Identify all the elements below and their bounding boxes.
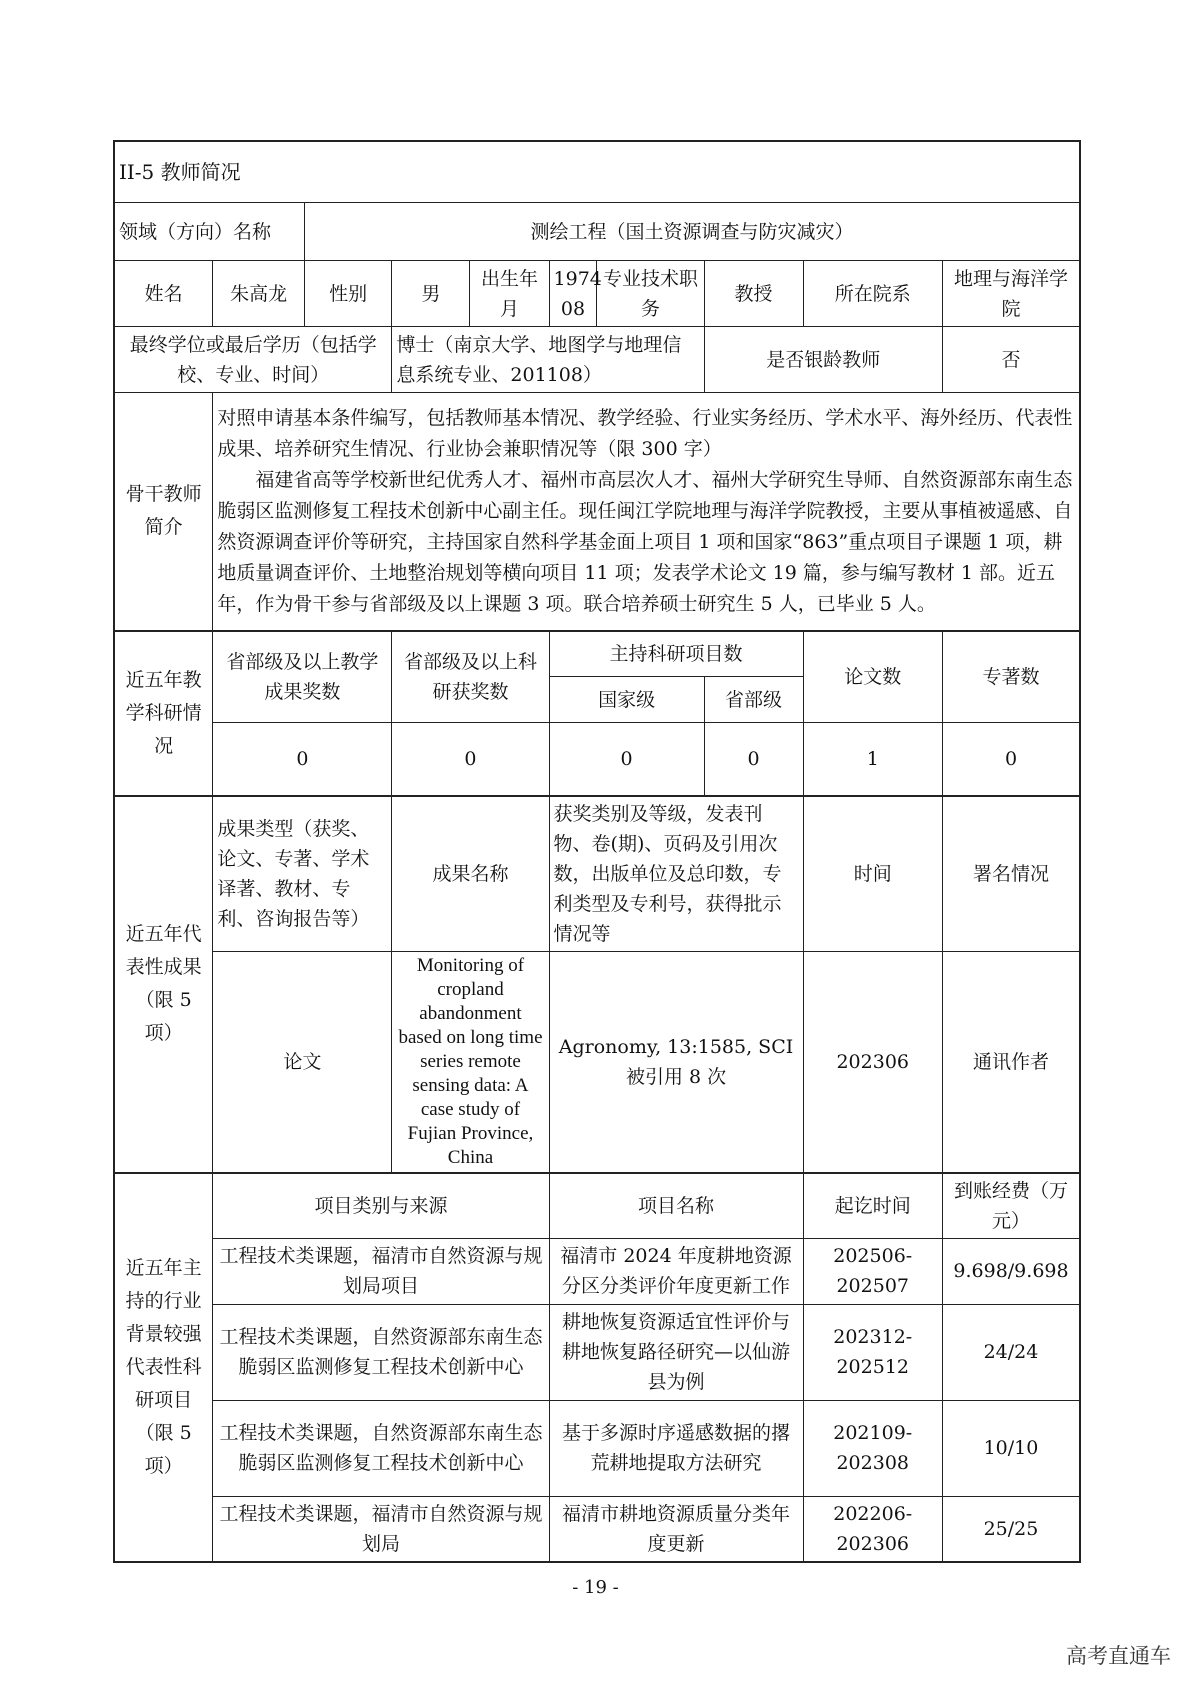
watermark: 高考直通车 <box>1066 1644 1171 1668</box>
books-header: 专著数 <box>942 631 1080 723</box>
national-value: 0 <box>549 723 704 796</box>
project-funds: 9.698/9.698 <box>942 1238 1080 1304</box>
bio-text: 福建省高等学校新世纪优秀人才、福州市高层次人才、福州大学研究生导师、自然资源部东南生态脆弱区监测修复工程技术创新中心副主任。现任闽江学院地理与海洋学院教授，主要从事植被遥感、自然资源调查评价等研究，主持国家自然科学基金面上项目 1 项和国家“863”重点项目子课题 1 项，耕地质量调查评价、土地整治规划等横向项目 11 项；发表学术论文 19 篇，参与编写教材 1 部。近五年，作为骨干参与省部级及以上课题 3 项。联合培养硕士研究生 5 人，已毕业 5 人。 <box>217 468 1073 615</box>
field-label: 领域（方向）名称 <box>114 203 304 261</box>
dept-value: 地理与海洋学院 <box>942 261 1080 327</box>
project-source: 工程技术类课题，福清市自然资源与规划局 <box>213 1496 549 1562</box>
achievements-label: 近五年代表性成果（限 5 项） <box>114 796 213 1173</box>
table-row <box>114 1238 1080 1304</box>
research-award-value: 0 <box>392 723 549 796</box>
table-row <box>114 951 1080 1173</box>
project-funds: 24/24 <box>942 1304 1080 1400</box>
teaching-award-header: 省部级及以上教学成果奖数 <box>213 631 392 723</box>
achievement-detail-header: 获奖类别及等级，发表刊物、卷(期)、页码及引用次数，出版单位及总印数，专利类型及专利号，获得批示情况等 <box>549 796 803 952</box>
provincial-value: 0 <box>704 723 803 796</box>
name-label: 姓名 <box>114 261 213 327</box>
stats-label: 近五年教学科研情况 <box>114 631 213 796</box>
table-row <box>114 1400 1080 1496</box>
project-funds-header: 到账经费（万元） <box>942 1173 1080 1239</box>
bio-label: 骨干教师简介 <box>114 393 213 631</box>
bio-cell <box>213 393 1080 631</box>
table-row <box>114 1496 1080 1562</box>
project-period: 202506-202507 <box>803 1238 942 1304</box>
project-name: 耕地恢复资源适宜性评价与耕地恢复路径研究—以仙游县为例 <box>549 1304 803 1400</box>
national-header: 国家级 <box>549 677 704 723</box>
achievement-time: 202306 <box>803 951 942 1173</box>
projects-label: 近五年主持的行业背景较强代表性科研项目（限 5 项） <box>114 1173 213 1563</box>
project-source: 工程技术类课题，福清市自然资源与规划局项目 <box>213 1238 549 1304</box>
projects-header: 主持科研项目数 <box>549 631 803 677</box>
teacher-profile-form <box>113 140 1081 1563</box>
teaching-award-value: 0 <box>213 723 392 796</box>
project-period-header: 起讫时间 <box>803 1173 942 1239</box>
project-funds: 10/10 <box>942 1400 1080 1496</box>
title-value: 教授 <box>704 261 803 327</box>
table-row <box>114 1304 1080 1400</box>
achievement-type-header: 成果类型（获奖、论文、专著、学术译著、教材、专利、咨询报告等） <box>213 796 392 952</box>
achievement-detail: Agronomy, 13:1585, SCI 被引用 8 次 <box>549 951 803 1173</box>
project-name: 福清市耕地资源质量分类年度更新 <box>549 1496 803 1562</box>
project-source: 工程技术类课题，自然资源部东南生态脆弱区监测修复工程技术创新中心 <box>213 1400 549 1496</box>
project-name: 基于多源时序遥感数据的撂荒耕地提取方法研究 <box>549 1400 803 1496</box>
title-label: 专业技术职 务 <box>597 261 704 327</box>
degree-label: 最终学位或最后学历（包括学校、专业、时间） <box>114 327 392 393</box>
achievement-time-header: 时间 <box>803 796 942 952</box>
achievement-sign: 通讯作者 <box>942 951 1080 1173</box>
section-title: II-5 教师简况 <box>114 141 1080 203</box>
senior-teacher-label: 是否银龄教师 <box>704 327 942 393</box>
research-award-header: 省部级及以上科研获奖数 <box>392 631 549 723</box>
project-period: 202206-202306 <box>803 1496 942 1562</box>
project-funds: 25/25 <box>942 1496 1080 1562</box>
name-value: 朱高龙 <box>213 261 305 327</box>
papers-value: 1 <box>803 723 942 796</box>
page-number: - 19 - <box>572 1577 619 1598</box>
senior-teacher-value: 否 <box>942 327 1080 393</box>
project-source-header: 项目类别与来源 <box>213 1173 549 1239</box>
achievement-name: Monitoring of cropland abandonment based on long time series remote sensing data: A case study of Fujian Province, China <box>392 951 549 1173</box>
provincial-header: 省部级 <box>704 677 803 723</box>
field-value: 测绘工程（国土资源调查与防灾减灾） <box>304 203 1080 261</box>
birth-label: 出生年月 <box>470 261 549 327</box>
books-value: 0 <box>942 723 1080 796</box>
dept-label: 所在院系 <box>803 261 942 327</box>
achievement-type: 论文 <box>213 951 392 1173</box>
project-name-header: 项目名称 <box>549 1173 803 1239</box>
birth-value: 1974 08 <box>549 261 597 327</box>
project-period: 202109-202308 <box>803 1400 942 1496</box>
degree-value: 博士（南京大学、地图学与地理信息系统专业、201108） <box>392 327 704 393</box>
project-name: 福清市 2024 年度耕地资源分区分类评价年度更新工作 <box>549 1238 803 1304</box>
achievement-sign-header: 署名情况 <box>942 796 1080 952</box>
profile-table <box>113 140 1081 1563</box>
gender-value: 男 <box>392 261 470 327</box>
bio-instruction: 对照申请基本条件编写，包括教师基本情况、教学经验、行业实务经历、学术水平、海外经历、代表性成果、培养研究生情况、行业协会兼职情况等（限 300 字） <box>217 406 1073 460</box>
project-source: 工程技术类课题，自然资源部东南生态脆弱区监测修复工程技术创新中心 <box>213 1304 549 1400</box>
papers-header: 论文数 <box>803 631 942 723</box>
achievement-name-header: 成果名称 <box>392 796 549 952</box>
project-period: 202312-202512 <box>803 1304 942 1400</box>
gender-label: 性别 <box>304 261 391 327</box>
